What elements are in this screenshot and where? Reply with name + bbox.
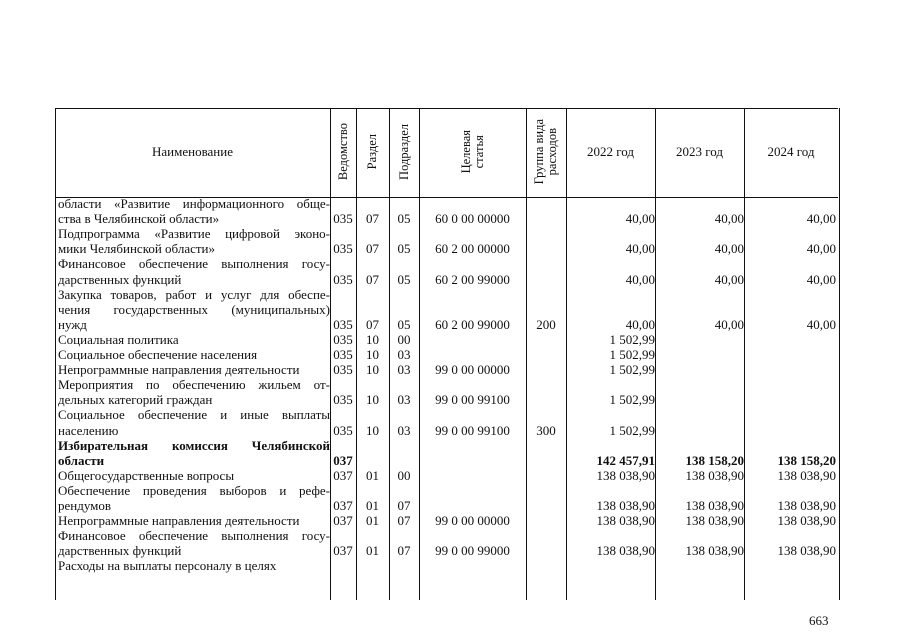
- header-2022: [566, 108, 655, 196]
- section-cell: 10: [366, 331, 379, 347]
- amount-2022-cell: 1 502,99: [609, 422, 655, 438]
- dept-cell: 037: [333, 467, 353, 483]
- row-name-line: Социальное обеспечение населения: [58, 347, 258, 362]
- section-cell: 01: [366, 467, 379, 483]
- header-name-label: Наименование: [152, 144, 233, 159]
- row-name-line: Обеспечение проведения выборов и рефе-: [58, 482, 330, 498]
- target-cell: 60 0 00 00000: [435, 211, 510, 227]
- subsection-cell: 00: [397, 331, 411, 347]
- amount-2024-cell: 40,00: [806, 211, 836, 227]
- row-name-line: Финансовое обеспечение выполнения госу-: [58, 528, 330, 544]
- target-cell: 60 2 00 00000: [435, 241, 510, 257]
- dept-cell: 035: [333, 241, 353, 257]
- section-cell: 07: [366, 211, 379, 227]
- subsection-cell: 03: [397, 347, 411, 362]
- section-cell: 07: [366, 271, 379, 287]
- amount-2022-cell: 142 457,91: [596, 452, 655, 468]
- dept-cell: 037: [333, 498, 353, 513]
- amount-2023-cell: 138 038,90: [685, 543, 744, 559]
- target-cell: 99 0 00 00000: [435, 362, 510, 378]
- header-2023-label: 2023 год: [676, 144, 723, 159]
- amount-2024-cell: 138 038,90: [777, 498, 836, 513]
- subsection-cell: 00: [397, 467, 411, 483]
- row-name-line: Мероприятия по обеспечению жильем от-: [58, 377, 330, 393]
- row-name-line: нужд: [58, 316, 87, 332]
- row-name-line: области: [58, 452, 105, 468]
- row-name-line: мики Челябинской области»: [58, 241, 216, 257]
- amount-2022-cell: 1 502,99: [609, 362, 655, 378]
- amount-2024-cell: 138 038,90: [777, 467, 836, 483]
- amount-2022-cell: 138 038,90: [596, 467, 655, 483]
- header-2024-label: 2024 год: [767, 144, 815, 159]
- amount-2022-cell: 40,00: [625, 241, 655, 257]
- amount-2024-cell: 138 038,90: [777, 543, 836, 559]
- subsection-cell: 03: [397, 422, 411, 438]
- header-subsection-label: Подраздел: [396, 124, 411, 180]
- subsection-cell: 07: [397, 543, 411, 559]
- header-target: [419, 108, 526, 196]
- header-dept-label: Ведомство: [335, 123, 350, 181]
- section-cell: 10: [366, 422, 379, 438]
- row-name-line: дарственных функций: [58, 271, 182, 287]
- section-cell: 10: [366, 347, 379, 362]
- section-cell: 01: [366, 513, 379, 529]
- dept-cell: 037: [333, 513, 353, 529]
- amount-2023-cell: 138 038,90: [685, 467, 744, 483]
- amount-2023-cell: 40,00: [714, 241, 744, 257]
- header-dept: [330, 108, 356, 196]
- subsection-cell: 07: [397, 513, 411, 529]
- section-cell: 07: [366, 241, 379, 257]
- subsection-cell: 05: [397, 316, 411, 332]
- row-name-line: Непрограммные направления деятельности: [58, 362, 300, 378]
- subsection-cell: 07: [397, 498, 411, 513]
- row-name-line: Социальная политика: [58, 331, 179, 347]
- dept-cell: 035: [333, 392, 353, 408]
- subsection-cell: 05: [397, 241, 411, 257]
- target-cell: 99 0 00 99100: [435, 422, 510, 438]
- target-cell: 60 2 00 99000: [435, 271, 510, 287]
- dept-cell: 035: [333, 347, 353, 362]
- header-name: [55, 108, 330, 196]
- dept-cell: 035: [333, 211, 353, 227]
- row-name-line: Непрограммные направления деятельности: [58, 513, 300, 529]
- row-name-line: ства в Челябинской области»: [58, 211, 220, 227]
- row-name-line: дельных категорий граждан: [58, 392, 213, 408]
- row-name-line: Закупка товаров, работ и услуг для обеспе-: [58, 286, 330, 302]
- amount-2023-cell: 138 158,20: [685, 452, 744, 468]
- dept-cell: 035: [333, 316, 353, 332]
- amount-2022-cell: 138 038,90: [596, 498, 655, 513]
- dept-cell: 035: [333, 422, 353, 438]
- row-name-line: области «Развитие информационного обще-: [58, 196, 330, 211]
- header-section: [356, 108, 389, 196]
- row-name-line: рендумов: [58, 498, 112, 513]
- row-name-line: Избирательная комиссия Челябинской: [58, 437, 330, 453]
- amount-2024-cell: 138 038,90: [777, 513, 836, 529]
- dept-cell: 035: [333, 271, 353, 287]
- row-name-line: Общегосударственные вопросы: [58, 467, 235, 483]
- amount-2024-cell: 138 158,20: [777, 452, 836, 468]
- group-cell: 200: [536, 316, 556, 332]
- header-section-label: Раздел: [365, 134, 379, 170]
- amount-2022-cell: 138 038,90: [596, 543, 655, 559]
- amount-2024-cell: 40,00: [806, 241, 836, 257]
- dept-cell: 035: [333, 362, 353, 378]
- row-name-line: Подпрограмма «Развитие цифровой эконо-: [58, 226, 330, 242]
- amount-2023-cell: 40,00: [714, 211, 744, 227]
- amount-2022-cell: 138 038,90: [596, 513, 655, 529]
- row-name-line: населению: [58, 422, 119, 438]
- amount-2023-cell: 138 038,90: [685, 498, 744, 513]
- section-cell: 10: [366, 362, 379, 378]
- subsection-cell: 03: [397, 392, 411, 408]
- subsection-cell: 05: [397, 211, 411, 227]
- section-cell: 01: [366, 543, 379, 559]
- amount-2024-cell: 40,00: [806, 316, 836, 332]
- header-2022-label: 2022 год: [587, 144, 634, 159]
- amount-2022-cell: 1 502,99: [609, 347, 655, 362]
- dept-cell: 035: [333, 331, 353, 347]
- section-cell: 01: [366, 498, 379, 513]
- amount-2023-cell: 40,00: [714, 316, 744, 332]
- section-cell: 10: [366, 392, 379, 408]
- amount-2022-cell: 40,00: [625, 211, 655, 227]
- row-name-line: дарственных функций: [58, 543, 182, 559]
- row-name-line: Расходы на выплаты персоналу в целях: [58, 558, 277, 574]
- target-cell: 99 0 00 00000: [435, 513, 510, 529]
- amount-2022-cell: 1 502,99: [609, 331, 655, 347]
- row-name-line: Социальное обеспечение и иные выплаты: [58, 407, 330, 423]
- header-target-label: Целевая статья: [458, 130, 486, 174]
- target-cell: 99 0 00 99100: [435, 392, 510, 408]
- amount-2024-cell: 40,00: [806, 271, 836, 287]
- subsection-cell: 03: [397, 362, 411, 378]
- amount-2022-cell: 1 502,99: [609, 392, 655, 408]
- header-group: [526, 108, 566, 196]
- header-2024: [744, 108, 838, 196]
- row-name-line: чения государственных (муниципальных): [58, 301, 330, 317]
- page-number: 663: [809, 613, 829, 628]
- header-2023: [655, 108, 744, 196]
- section-cell: 07: [366, 316, 379, 332]
- row-name-line: Финансовое обеспечение выполнения госу-: [58, 256, 330, 272]
- group-cell: 300: [536, 422, 556, 438]
- subsection-cell: 05: [397, 271, 411, 287]
- amount-2023-cell: 40,00: [714, 271, 744, 287]
- header-group-label: Группа вида расходов: [532, 119, 559, 185]
- dept-cell: 037: [333, 452, 353, 468]
- target-cell: 60 2 00 99000: [435, 316, 510, 332]
- amount-2022-cell: 40,00: [625, 271, 655, 287]
- header-subsection: [389, 108, 419, 196]
- target-cell: 99 0 00 99000: [435, 543, 510, 559]
- amount-2023-cell: 138 038,90: [685, 513, 744, 529]
- amount-2022-cell: 40,00: [625, 316, 655, 332]
- dept-cell: 037: [333, 543, 353, 559]
